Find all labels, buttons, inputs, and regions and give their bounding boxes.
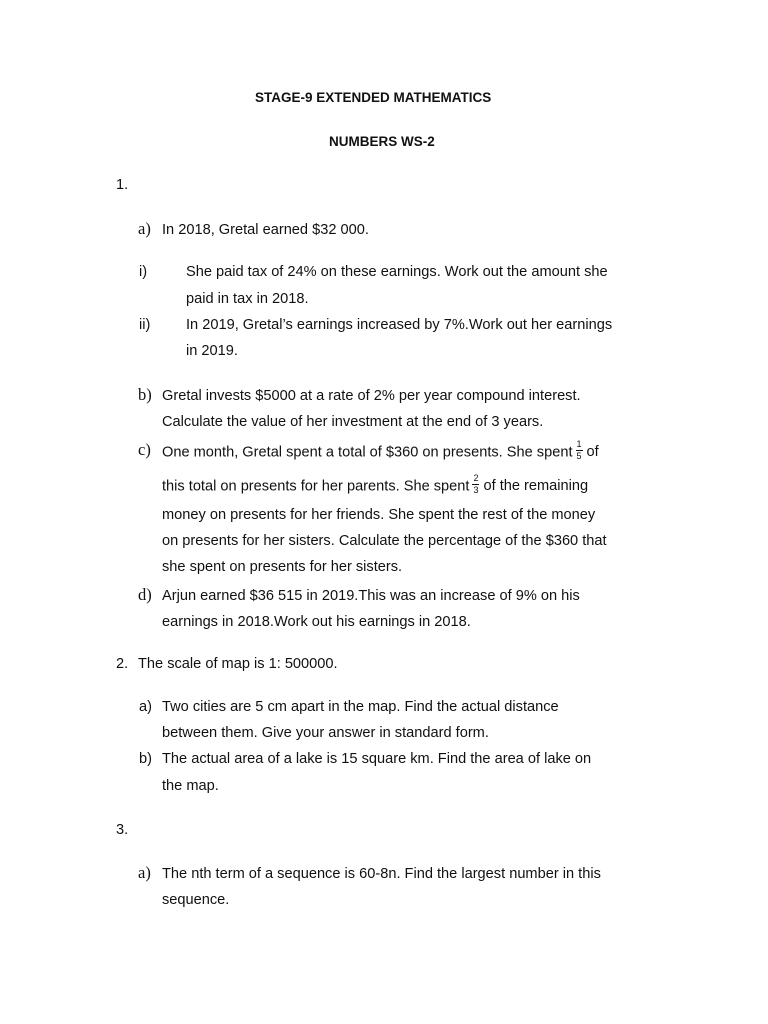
q1c-line2-tail: of the remaining [483,478,589,495]
fraction-denominator: 5 [576,451,582,461]
q1a-text: In 2018, Gretal earned $32 000. [162,222,369,238]
q2b-marker: b) [139,751,152,767]
q3a-line2: sequence. [162,892,230,908]
q1d-marker: d) [138,585,152,604]
q1c-line2-text: this total on presents for her parents. She spent [162,478,470,495]
q1d-line1: Arjun earned $36 515 in 2019.This was an increase of 9% on his [162,588,580,604]
q1a-ii-line1: In 2019, Gretal’s earnings increased by 7%.Work out her earnings [186,317,613,333]
q1c-line5: she spent on presents for her sisters. [162,559,403,575]
q1c-line1-text: One month, Gretal spent a total of $360 on presents. She spent [162,444,573,461]
q1a-i-line2: paid in tax in 2018. [186,291,309,307]
q1c-line1-tail: of [586,444,599,461]
q1c-marker: c) [138,440,151,459]
q1c-line4: on presents for her sisters. Calculate the percentage of the $360 that [162,533,607,549]
fraction-two-thirds [472,474,479,495]
q1c-line3: money on presents for her friends. She spent the rest of the money [162,507,596,523]
q1b-line1: Gretal invests $5000 at a rate of 2% per year compound interest. [162,388,581,404]
question-number-3: 3. [116,822,129,838]
fraction-denominator: 3 [473,485,479,495]
q1b-marker: b) [138,385,152,404]
q2a-line1: Two cities are 5 cm apart in the map. Find the actual distance [162,699,559,715]
q2-text: The scale of map is 1: 500000. [138,656,338,672]
q2b-line1: The actual area of a lake is 15 square km. Find the area of lake on [162,751,592,767]
fraction-one-fifth [576,440,583,461]
q1c-line2 [162,473,589,497]
q3a-line1: The nth term of a sequence is 60-8n. Find the largest number in this [162,866,601,882]
q1c-line1 [162,439,599,463]
q3a-marker: a) [138,863,151,882]
q2a-line2: between them. Give your answer in standard form. [162,725,489,741]
q1d-line2: earnings in 2018.Work out his earnings in 2018. [162,614,471,630]
q1a-marker: a) [138,219,151,238]
page-subtitle: NUMBERS WS-2 [329,134,435,149]
q2b-line2: the map. [162,778,219,794]
q1a-i-line1: She paid tax of 24% on these earnings. Work out the amount she [186,264,608,280]
q1a-i-marker: i) [139,264,148,280]
fraction-numerator: 2 [473,473,479,483]
page-title: STAGE-9 EXTENDED MATHEMATICS [255,90,492,105]
q1b-line2: Calculate the value of her investment at the end of 3 years. [162,414,544,430]
q1a-ii-marker: ii) [139,317,151,333]
q2a-marker: a) [139,699,152,715]
fraction-numerator: 1 [576,439,582,449]
question-number-2: 2. [116,656,129,672]
q1a-ii-line2: in 2019. [186,343,238,359]
question-number-1: 1. [116,177,129,193]
